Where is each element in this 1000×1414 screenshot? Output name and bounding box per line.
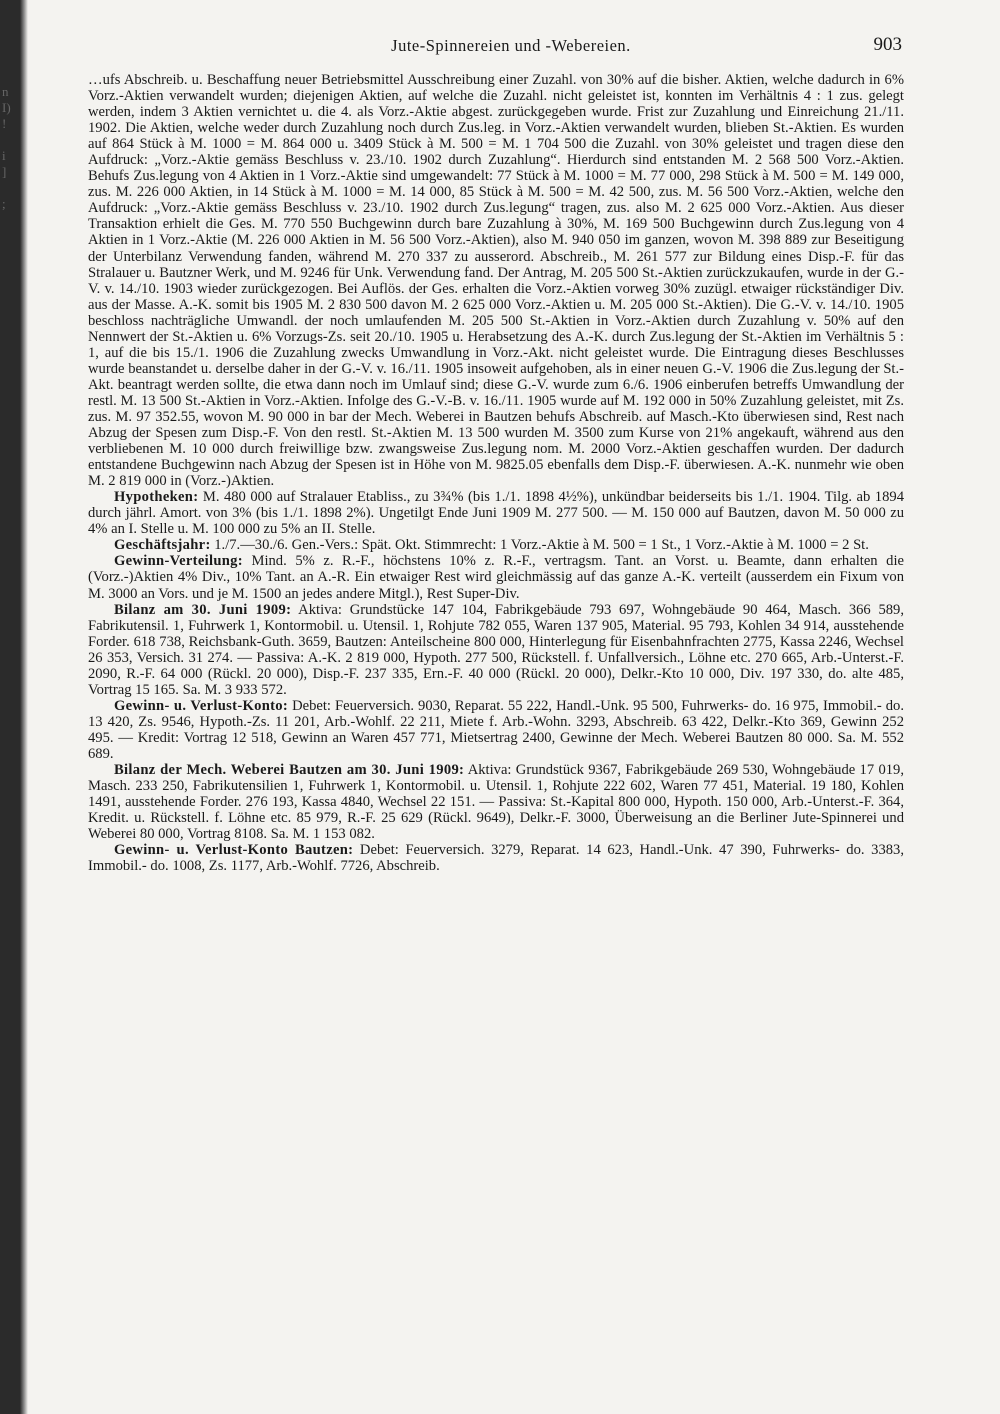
paragraph-text: Debet: Feuerversich. 9030, Reparat. 55 222, Handl.-Unk. 95 500, Fuhrwerks- do. 16 975, Immobil.- do. 13 420, Zs. 9546, Hypoth.-Zs. 11 201, Arb.-Wohlf. 22 211, Miete f. Arb.-Wohn. 3293, Abschreib. 63 422, Delkr.-Kto 369, Gewinn 252 495. — Kredit: Vortrag 12 518, Gewinn an Waren 457 771, Mietsertrag 2400, Gewinne der Mech. Weberei Bautzen 80 000. Sa. M. 552 689. [88,697,904,762]
paragraph-aktienkapital-continued [88,72,904,489]
paragraph-gewinn-verlust-bautzen [88,842,904,874]
page-header [120,36,902,60]
paragraph-lead: Geschäftsjahr: [114,537,211,554]
paragraph-text: Mind. 5% z. R.-F., höchstens 10% z. R.-F., vertragsm. Tant. an Vorst. u. Beamte, dann erhalten die (Vorz.-)Aktien 4% Div., 10% Tant. an A.-R. Ein etwaiger Rest wird gleichmässig auf das ganze A.-K. verteilt (ausserdem ein Fixum von M. 3000 an Vors. und je M. 1500 an jedes andere Mitgl.), Rest Super-Div. [88,553,904,602]
paragraph-lead: Hypotheken: [114,489,199,506]
paragraph-text: Debet: Feuerversich. 3279, Reparat. 14 623, Handl.-Unk. 47 390, Fuhrwerks- do. 3383, Immobil.- do. 1008, Zs. 1177, Arb.-Wohlf. 7726, Abschreib. [88,842,904,875]
paragraph-bilanz [88,602,904,698]
paragraph-lead: Bilanz am 30. Juni 1909: [114,601,292,618]
paragraph-text: 1./7.—30./6. Gen.-Vers.: Spät. Okt. Stimmrecht: 1 Vorz.-Aktie à M. 500 = 1 St., 1 Vorz.-Aktie à M. 1000 = 2 St. [210,537,869,554]
paragraph-lead: Gewinn-Verteilung: [114,553,243,570]
page-body [88,72,904,874]
page-number: 903 [873,34,902,55]
paragraph-text: …ufs Abschreib. u. Beschaffung neuer Betriebsmittel Ausschreibung einer Zuzahl. von 30% auf die bisher. Aktien, welche dadurch in 6% Vorz.-Aktien verwandelt wurden; diejenigen Aktien, auf welche die Zuzahl. nicht geleistet ist, konnten im Verhältnis 4 : 1 zus. gelegt werden, indem 3 Aktien vernichtet u. die 4. als Vorz.-Aktie abgest. zurückgegeben wurde. Frist zur Zuzahlung und Einreichung 21./11. 1902. Die Aktien, welche weder durch Zuzahlung noch durch Zus.leg. in Vorz.-Aktien verwandelt wurden, blieben St.-Aktien. Es wurden auf 864 Stück à M. 1000 = M. 864 000 u. 3409 Stück à M. 500 = M. 1 704 500 die Zuzahl. von 30% geleistet und tragen diese den Aufdruck: „Vorz.-Aktie gemäss Beschluss v. 23./10. 1902 durch Zuzahlung“. Hierdurch sind entstanden M. 2 568 500 Vorz.-Aktien. Behufs Zus.legung von 4 Aktien in 1 Vorz.-Aktie sind umgewandelt: 77 Stück à M. 1000 = M. 77 000, 298 Stück à M. 500 = M. 149 000, zus. M. 226 000 Aktien, in 14 Stück à M. 1000 = M. 14 000, 85 Stück à M. 500 = M. 42 500, zus. M. 56 500 Vorz.-Aktien, welche den Aufdruck: „Vorz.-Aktie gemäss Beschluss v. 23./10. 1902 durch Zus.legung“ tragen, zus. also M. 2 625 000 Vorz.-Aktien. Aus dieser Transaktion erhielt die Ges. M. 770 550 Buchgewinn durch bare Zuzahlung à 30%, M. 169 500 Buchgewinn durch Zus.legung von 4 Aktien in 1 Vorz.-Aktie (M. 226 000 Aktien in M. 56 500 Vorz.-Aktien), also M. 940 050 im ganzen, wovon M. 398 889 zur Beseitigung der Unterbilanz Verwendung fanden, während M. 270 337 zu ausserord. Abschreib., M. 261 577 zur Bildung eines Disp.-F. für das Stralauer u. Bautzner Werk, und M. 9246 für Unk. Verwendung fand. Der Antrag, M. 205 500 St.-Aktien zurückzukaufen, wurde in der G.-V. v. 14./10. 1903 wieder zurückgezogen. Bei Auflös. der Ges. erhalten die Vorz.-Aktien vorweg 30% zuzügl. etwaiger rückständiger Div. aus der Masse. A.-K. somit bis 1905 M. 2 830 500 davon M. 2 625 000 Vorz.-Aktien u. M. 205 000 St.-Aktien). Die G.-V. v. 14./10. 1905 beschloss nachträgliche Umwandl. der noch umlaufenden M. 205 500 St.-Aktien in Vorz.-Aktien durch Zuzahlung v. 50% auf den Nennwert der St.-Aktien u. 6% Vorzugs-Zs. seit 20./10. 1905 u. Herabsetzung des A.-K. durch Zus.legung der St.-Aktien im Verhältnis 5 : 1, auf die bis 15./1. 1906 die Zuzahlung zwecks Umwandlung in Vorz.-Akt. nicht geleistet wurde. Die Eintragung dieses Beschlusses wurde beanstandet u. derselbe daher in der G.-V. v. 16./11. 1905 insoweit aufgehoben, als in einer neuen G.-V. 1906 die Zus.legung der St.-Akt. beantragt werden sollte, die etwa dann noch im Umlauf sind; diese G.-V. wurde zum 6./6. 1906 einberufen betreffs Umwandlung der restl. M. 13 500 St.-Aktien in Vorz.-Aktien. Infolge des G.-V.-B. v. 16./11. 1905 wurde auf M. 192 000 in 50% Zuzahlung geleistet, mit Zs. zus. M. 97 352.55, wovon M. 90 000 in bar der Mech. Weberei in Bautzen behufs Abschreib. auf Masch.-Kto überwiesen sind, Rest nach Abzug der Spesen zum Disp.-F. Von den restl. St.-Aktien M. 13 500 wurden M. 3500 zum Kurse von 21% angekauft, während aus den verbliebenen M. 10 000 durch freiwillige bzw. zwangsweise Zus.legung nom. M. 2000 Vorz.-Aktien geschaffen wurden. Der dadurch entstandene Buchgewinn nach Abzug der Spesen ist in Höhe von M. 9825.05 ebenfalls dem Disp.-F. überwiesen. A.-K. nunmehr wie oben M. 2 819 000 in (Vorz.-)Aktien. [88,72,904,490]
paragraph-gewinn-verteilung [88,553,904,601]
paragraph-lead: Gewinn- u. Verlust-Konto Bautzen: [114,842,354,859]
paragraph-lead: Gewinn- u. Verlust-Konto: [114,697,289,714]
paragraph-geschaeftsjahr [88,537,904,553]
paragraph-text: Aktiva: Grundstücke 147 104, Fabrikgebäude 793 697, Wohngebäude 90 464, Masch. 366 589, Fabrikutensil. 1, Fuhrwerk 1, Kontormobil. u. Utensil. 1, Rohjute 782 055, Waren 137 905, Material. 95 793, Kohlen 34 914, ausstehende Forder. 618 738, Reichsbank-Guth. 3659, Bautzen: Anteilscheine 800 000, Hinterlegung für Eisenbahnfrachten 2775, Kassa 2246, Wechsel 26 353, Versich. 31 274. — Passiva: A.-K. 2 819 000, Hypoth. 277 500, Rückstell. f. Unfallversich., Löhne etc. 270 665, Arb.-Unterst.-F. 2090, R.-F. 64 000 (Rückl. 20 000), Disp.-F. 237 335, Ern.-F. 40 000 (Rückl. 20 000), Delkr.-Kto 10 000, Div. 197 330, do. alte 485, Vortrag 15 165. Sa. M. 3 933 572. [88,601,904,698]
paragraph-gewinn-verlust [88,698,904,762]
paragraph-hypotheken [88,489,904,537]
paragraph-text: Aktiva: Grundstück 9367, Fabrikgebäude 269 530, Wohngebäude 17 019, Masch. 233 250, Fabrikutensilien 1, Fuhrwerk 1, Kontormobil. u. Utensil. 1, Rohjute 222 602, Waren 77 451, Material. 19 180, Kohlen 1491, ausstehende Forder. 276 193, Kassa 4840, Wechsel 22 151. — Passiva: St.-Kapital 800 000, Hypoth. 150 000, Arb.-Unterst.-F. 364, Kredit. u. Rückstell. f. Löhne etc. 85 979, R.-F. 25 629 (Rückl. 9649), Delkr.-F. 3000, Überweisung an die Berliner Jute-Spinnerei und Weberei 80 000, Vortrag 8108. Sa. M. 1 153 082. [88,762,904,843]
running-title: Jute-Spinnereien und -Webereien. [391,36,631,55]
paragraph-lead: Bilanz der Mech. Weberei Bautzen am 30. Juni 1909: [114,762,465,779]
adjacent-page-fragments: n I) ! i ] ; [2,84,11,211]
paragraph-bilanz-bautzen [88,762,904,842]
paragraph-text: M. 480 000 auf Stralauer Etabliss., zu 3¾% (bis 1./1. 1898 4½%), unkündbar beiderseits bis 1./1. 1904. Tilg. ab 1894 durch jährl. Amort. von 3% (bis 1./1. 1898 2%). Ungetilgt Ende Juni 1909 M. 277 500. — M. 150 000 auf Bautzen, davon M. 50 000 zu 4% an I. Stelle u. M. 100 000 zu 5% an II. Stelle. [88,489,904,538]
